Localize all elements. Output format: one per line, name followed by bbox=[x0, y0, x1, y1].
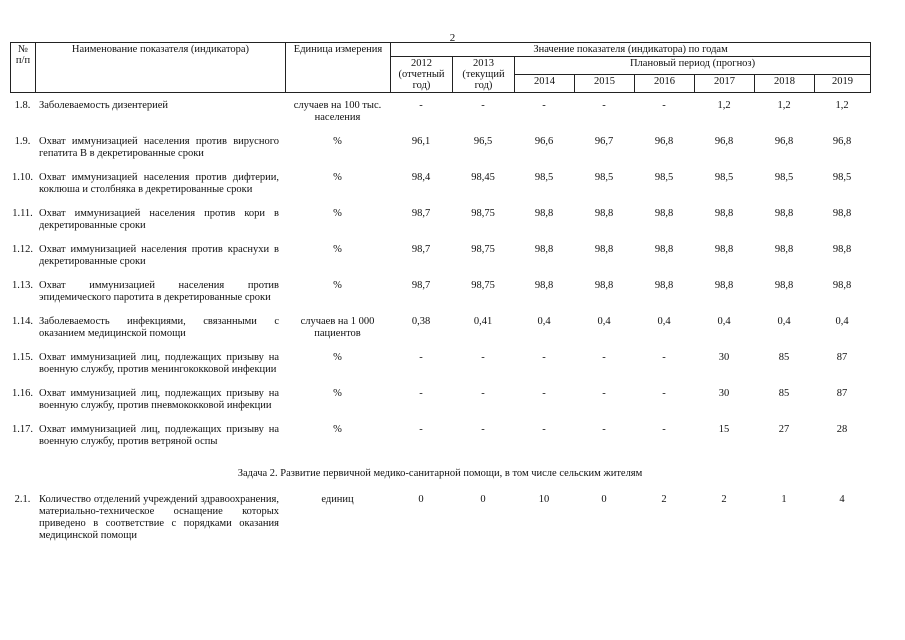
row-number: 1.10. bbox=[12, 172, 33, 183]
row-name: Охват иммунизацией населения против дифтерии, коклюша и столбняка в декретированные сроки bbox=[39, 172, 279, 195]
row-value: 98,8 bbox=[654, 244, 674, 255]
header-year: 2018 bbox=[755, 75, 815, 93]
row-value: 96,5 bbox=[473, 136, 493, 147]
row-value: - bbox=[602, 352, 606, 363]
row-value: 27 bbox=[778, 424, 790, 435]
row-value: 98,8 bbox=[534, 244, 554, 255]
row-value: 2 bbox=[721, 494, 727, 505]
header-year: 2017 bbox=[695, 75, 755, 93]
row-value: 98,8 bbox=[594, 280, 614, 291]
row-value: 96,7 bbox=[594, 136, 614, 147]
row-unit: % bbox=[333, 136, 342, 147]
row-value: 96,8 bbox=[654, 136, 674, 147]
row-unit: % bbox=[333, 244, 342, 255]
row-unit: % bbox=[333, 172, 342, 183]
table-row bbox=[10, 494, 870, 542]
table-row bbox=[10, 244, 870, 280]
row-value: 98,8 bbox=[594, 208, 614, 219]
row-value: 98,8 bbox=[594, 244, 614, 255]
table-row bbox=[10, 208, 870, 244]
row-value: 0,4 bbox=[537, 316, 551, 327]
row-value: - bbox=[602, 388, 606, 399]
row-value: 98,8 bbox=[774, 208, 794, 219]
row-value: 0,41 bbox=[473, 316, 493, 327]
row-value: 98,5 bbox=[832, 172, 852, 183]
row-value: 98,8 bbox=[832, 244, 852, 255]
row-value: 96,8 bbox=[774, 136, 794, 147]
header-year: 2019 bbox=[815, 75, 871, 93]
row-value: 98,75 bbox=[471, 244, 495, 255]
row-value: 96,6 bbox=[534, 136, 554, 147]
indicator-table bbox=[10, 100, 870, 542]
row-value: 98,8 bbox=[654, 280, 674, 291]
row-name: Охват иммунизацией населения против вирусного гепатита В в декретированные сроки bbox=[39, 136, 279, 159]
row-value: 98,8 bbox=[832, 208, 852, 219]
row-value: 98,8 bbox=[654, 208, 674, 219]
row-value: 0 bbox=[480, 494, 486, 505]
row-value: 98,8 bbox=[774, 244, 794, 255]
header-year: 2016 bbox=[635, 75, 695, 93]
row-value: - bbox=[602, 100, 606, 111]
row-name: Количество отделений учреждений здравоохранения, материально-техническое оснащение которых приведено в соответствие с порядками оказания медицинской помощи bbox=[39, 494, 279, 541]
task-2-heading: Задача 2. Развитие первичной медико-санитарной помощи, в том числе сельским жителям bbox=[237, 468, 643, 479]
row-value: 98,5 bbox=[714, 172, 734, 183]
row-name: Заболеваемость дизентерией bbox=[39, 100, 169, 111]
row-value: - bbox=[419, 100, 423, 111]
row-value: 10 bbox=[538, 494, 550, 505]
row-value: 87 bbox=[836, 352, 848, 363]
header-unit: Единица измерения bbox=[286, 43, 391, 93]
row-number: 1.11. bbox=[12, 208, 33, 219]
row-value: 0,38 bbox=[411, 316, 431, 327]
table-row bbox=[10, 136, 870, 172]
row-value: 96,1 bbox=[411, 136, 431, 147]
row-value: - bbox=[481, 352, 485, 363]
row-value: 0,4 bbox=[657, 316, 671, 327]
row-unit: случаев на 100 тыс. населения bbox=[293, 100, 382, 123]
row-number: 1.8. bbox=[14, 100, 31, 111]
row-value: - bbox=[662, 352, 666, 363]
row-value: - bbox=[662, 424, 666, 435]
table-row bbox=[10, 280, 870, 316]
row-value: - bbox=[662, 100, 666, 111]
table-row bbox=[10, 172, 870, 208]
row-value: 30 bbox=[718, 388, 730, 399]
row-unit: % bbox=[333, 280, 342, 291]
row-unit: % bbox=[333, 208, 342, 219]
row-value: 0,4 bbox=[597, 316, 611, 327]
header-2013: 2013 (текущий год) bbox=[453, 57, 515, 93]
row-value: - bbox=[419, 424, 423, 435]
row-value: 98,8 bbox=[714, 208, 734, 219]
row-value: - bbox=[481, 424, 485, 435]
row-value: 28 bbox=[836, 424, 848, 435]
row-value: 98,7 bbox=[411, 280, 431, 291]
row-value: 98,7 bbox=[411, 244, 431, 255]
row-name: Охват иммунизацией лиц, подлежащих призыву на военную службу, против ветряной оспы bbox=[39, 424, 279, 447]
row-value: - bbox=[542, 352, 546, 363]
row-value: 98,5 bbox=[534, 172, 554, 183]
row-value: 96,8 bbox=[714, 136, 734, 147]
row-value: 4 bbox=[839, 494, 845, 505]
row-unit: % bbox=[333, 388, 342, 399]
row-value: 98,4 bbox=[411, 172, 431, 183]
row-value: 0,4 bbox=[777, 316, 791, 327]
row-value: 98,8 bbox=[774, 280, 794, 291]
row-name: Охват иммунизацией лиц, подлежащих призыву на военную службу, против пневмококковой инфекции bbox=[39, 388, 279, 411]
row-value: 0,4 bbox=[717, 316, 731, 327]
row-value: - bbox=[602, 424, 606, 435]
row-value: 1,2 bbox=[777, 100, 791, 111]
row-number: 1.17. bbox=[12, 424, 33, 435]
row-value: 98,75 bbox=[471, 280, 495, 291]
row-number: 1.13. bbox=[12, 280, 33, 291]
row-value: 15 bbox=[718, 424, 730, 435]
header-year: 2015 bbox=[575, 75, 635, 93]
row-value: 30 bbox=[718, 352, 730, 363]
row-value: - bbox=[542, 388, 546, 399]
table-row bbox=[10, 352, 870, 388]
row-name: Охват иммунизацией населения против кори в декретированные сроки bbox=[39, 208, 279, 231]
row-value: 96,8 bbox=[832, 136, 852, 147]
row-value: 85 bbox=[778, 388, 790, 399]
table-header bbox=[10, 42, 871, 93]
row-value: 2 bbox=[661, 494, 667, 505]
row-value: 98,5 bbox=[594, 172, 614, 183]
row-unit: случаев на 1 000 пациентов bbox=[300, 316, 375, 339]
header-num: № п/п bbox=[11, 43, 36, 93]
header-plan-title: Плановый период (прогноз) bbox=[515, 57, 871, 75]
row-number: 1.15. bbox=[12, 352, 33, 363]
row-value: - bbox=[419, 388, 423, 399]
row-value: 98,8 bbox=[534, 208, 554, 219]
row-value: 98,5 bbox=[774, 172, 794, 183]
row-unit: единиц bbox=[321, 494, 354, 505]
page-number: 2 bbox=[449, 32, 456, 44]
row-value: 87 bbox=[836, 388, 848, 399]
row-value: - bbox=[481, 100, 485, 111]
row-value: - bbox=[542, 424, 546, 435]
row-value: 98,7 bbox=[411, 208, 431, 219]
row-value: 0 bbox=[418, 494, 424, 505]
row-unit: % bbox=[333, 424, 342, 435]
row-name: Охват иммунизацией населения против краснухи в декретированные сроки bbox=[39, 244, 279, 267]
row-value: - bbox=[662, 388, 666, 399]
row-value: 98,8 bbox=[714, 280, 734, 291]
row-number: 1.12. bbox=[12, 244, 33, 255]
row-value: - bbox=[481, 388, 485, 399]
row-value: 1,2 bbox=[835, 100, 849, 111]
row-unit: % bbox=[333, 352, 342, 363]
row-value: 98,75 bbox=[471, 208, 495, 219]
header-2012: 2012 (отчетный год) bbox=[391, 57, 453, 93]
row-number: 2.1. bbox=[14, 494, 31, 505]
row-value: 98,5 bbox=[654, 172, 674, 183]
row-value: 98,45 bbox=[471, 172, 495, 183]
row-number: 1.9. bbox=[14, 136, 31, 147]
row-value: 1 bbox=[781, 494, 787, 505]
table-row bbox=[10, 424, 870, 458]
table-row bbox=[10, 388, 870, 424]
row-value: - bbox=[542, 100, 546, 111]
row-value: 0,4 bbox=[835, 316, 849, 327]
table-row bbox=[10, 100, 870, 136]
row-name: Охват иммунизацией населения против эпидемического паротита в декретированные сроки bbox=[39, 280, 279, 303]
row-value: 0 bbox=[601, 494, 607, 505]
row-name: Заболеваемость инфекциями, связанными с оказанием медицинской помощи bbox=[39, 316, 279, 339]
row-number: 1.16. bbox=[12, 388, 33, 399]
header-values-title: Значение показателя (индикатора) по годам bbox=[391, 43, 871, 57]
row-name: Охват иммунизацией лиц, подлежащих призыву на военную службу, против менингококковой инфекции bbox=[39, 352, 279, 375]
row-number: 1.14. bbox=[12, 316, 33, 327]
table-row bbox=[10, 316, 870, 352]
row-value: 98,8 bbox=[714, 244, 734, 255]
header-year: 2014 bbox=[515, 75, 575, 93]
row-value: 1,2 bbox=[717, 100, 731, 111]
row-value: 98,8 bbox=[832, 280, 852, 291]
row-value: 85 bbox=[778, 352, 790, 363]
row-value: - bbox=[419, 352, 423, 363]
header-name: Наименование показателя (индикатора) bbox=[36, 43, 286, 93]
row-value: 98,8 bbox=[534, 280, 554, 291]
